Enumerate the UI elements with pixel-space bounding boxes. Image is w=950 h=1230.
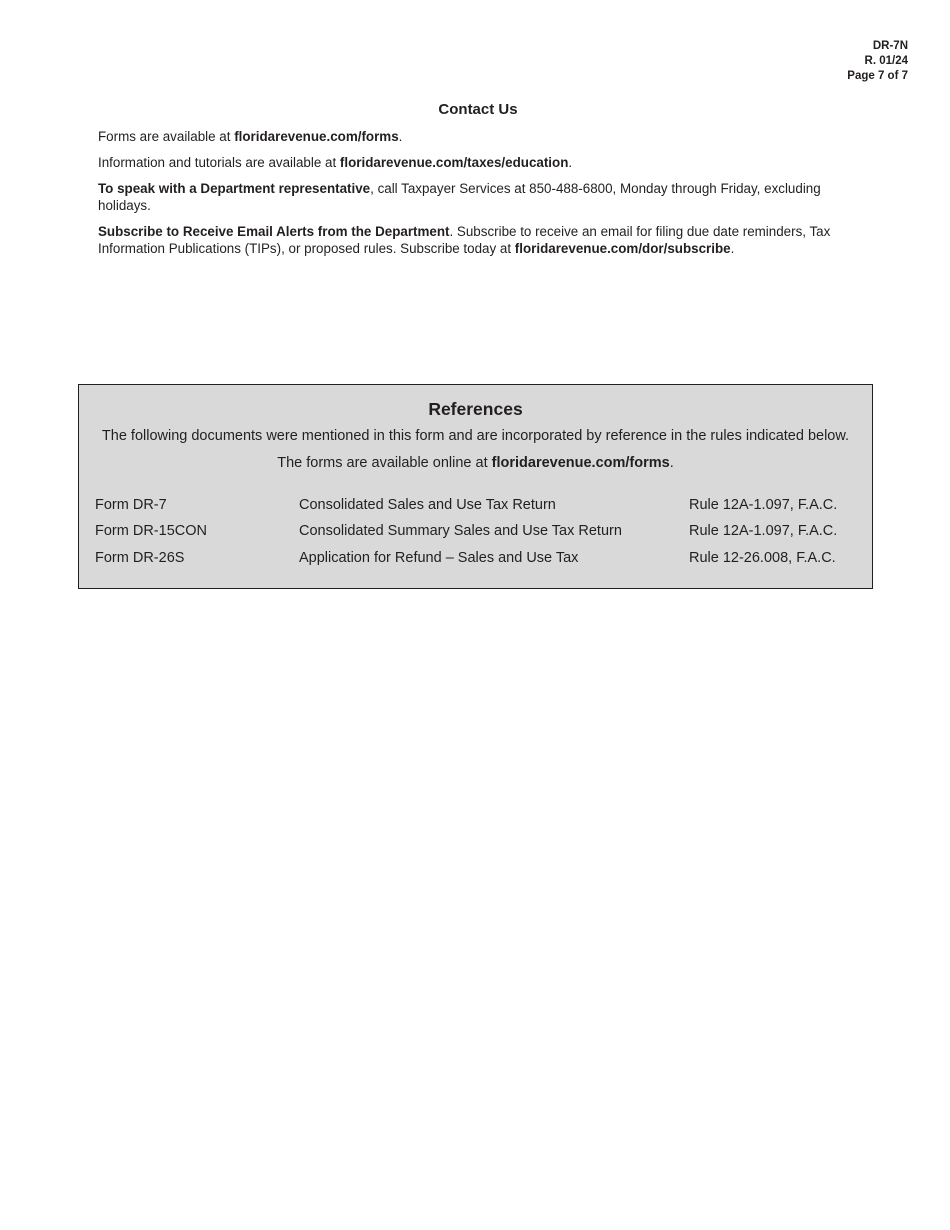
subscribe-suffix: . xyxy=(730,241,735,256)
forms-prefix: Forms are available at xyxy=(98,129,235,144)
page-number: Page 7 of 7 xyxy=(847,70,908,82)
reference-row xyxy=(79,550,872,570)
form-header xyxy=(847,39,908,84)
references-intro: The following documents were mentioned in this form and are incorporated by reference in the rules indicated below. xyxy=(101,428,850,444)
references-title: References xyxy=(428,399,523,419)
forms-paragraph xyxy=(98,128,858,145)
speak-heading: To speak with a Department representative xyxy=(98,181,371,196)
reference-title: Application for Refund – Sales and Use Tax xyxy=(299,550,579,566)
reference-rule: Rule 12A-1.097, F.A.C. xyxy=(689,497,838,513)
reference-form: Form DR-7 xyxy=(95,497,167,513)
speak-text: , call Taxpayer Services at 850-488-6800, Monday through Friday, excluding holidays. xyxy=(98,181,821,213)
reference-title: Consolidated Sales and Use Tax Return xyxy=(299,497,556,513)
reference-form: Form DR-26S xyxy=(95,550,185,566)
forms-link[interactable]: floridarevenue.com/forms xyxy=(234,129,399,144)
subscribe-link[interactable]: floridarevenue.com/dor/subscribe xyxy=(514,241,731,256)
forms-suffix: . xyxy=(398,129,403,144)
info-paragraph xyxy=(98,154,858,171)
info-suffix: . xyxy=(568,155,573,170)
speak-paragraph xyxy=(98,180,858,214)
education-link[interactable]: floridarevenue.com/taxes/education xyxy=(339,155,569,170)
form-revision: R. 01/24 xyxy=(864,55,908,67)
reference-row xyxy=(79,523,872,543)
reference-form: Form DR-15CON xyxy=(95,523,207,539)
reference-row xyxy=(79,497,872,517)
online-forms-link[interactable]: floridarevenue.com/forms xyxy=(491,455,670,471)
reference-rule: Rule 12A-1.097, F.A.C. xyxy=(689,523,838,539)
subscribe-paragraph xyxy=(98,223,858,257)
references-box xyxy=(78,384,873,589)
info-prefix: Information and tutorials are available at xyxy=(98,155,340,170)
reference-rule: Rule 12-26.008, F.A.C. xyxy=(689,550,836,566)
subscribe-text: . Subscribe to receive an email for filing due date reminders, Tax Information Publications (TIPs), or proposed rules. Subscribe today at xyxy=(98,224,831,256)
subscribe-heading: Subscribe to Receive Email Alerts from the Department xyxy=(98,224,450,239)
form-number: DR-7N xyxy=(872,40,908,52)
online-suffix: . xyxy=(669,455,674,471)
contact-title: Contact Us xyxy=(438,101,518,118)
contact-section xyxy=(98,101,858,266)
reference-title: Consolidated Summary Sales and Use Tax Return xyxy=(299,523,622,539)
online-prefix: The forms are available online at xyxy=(277,455,492,471)
references-online xyxy=(79,455,872,471)
